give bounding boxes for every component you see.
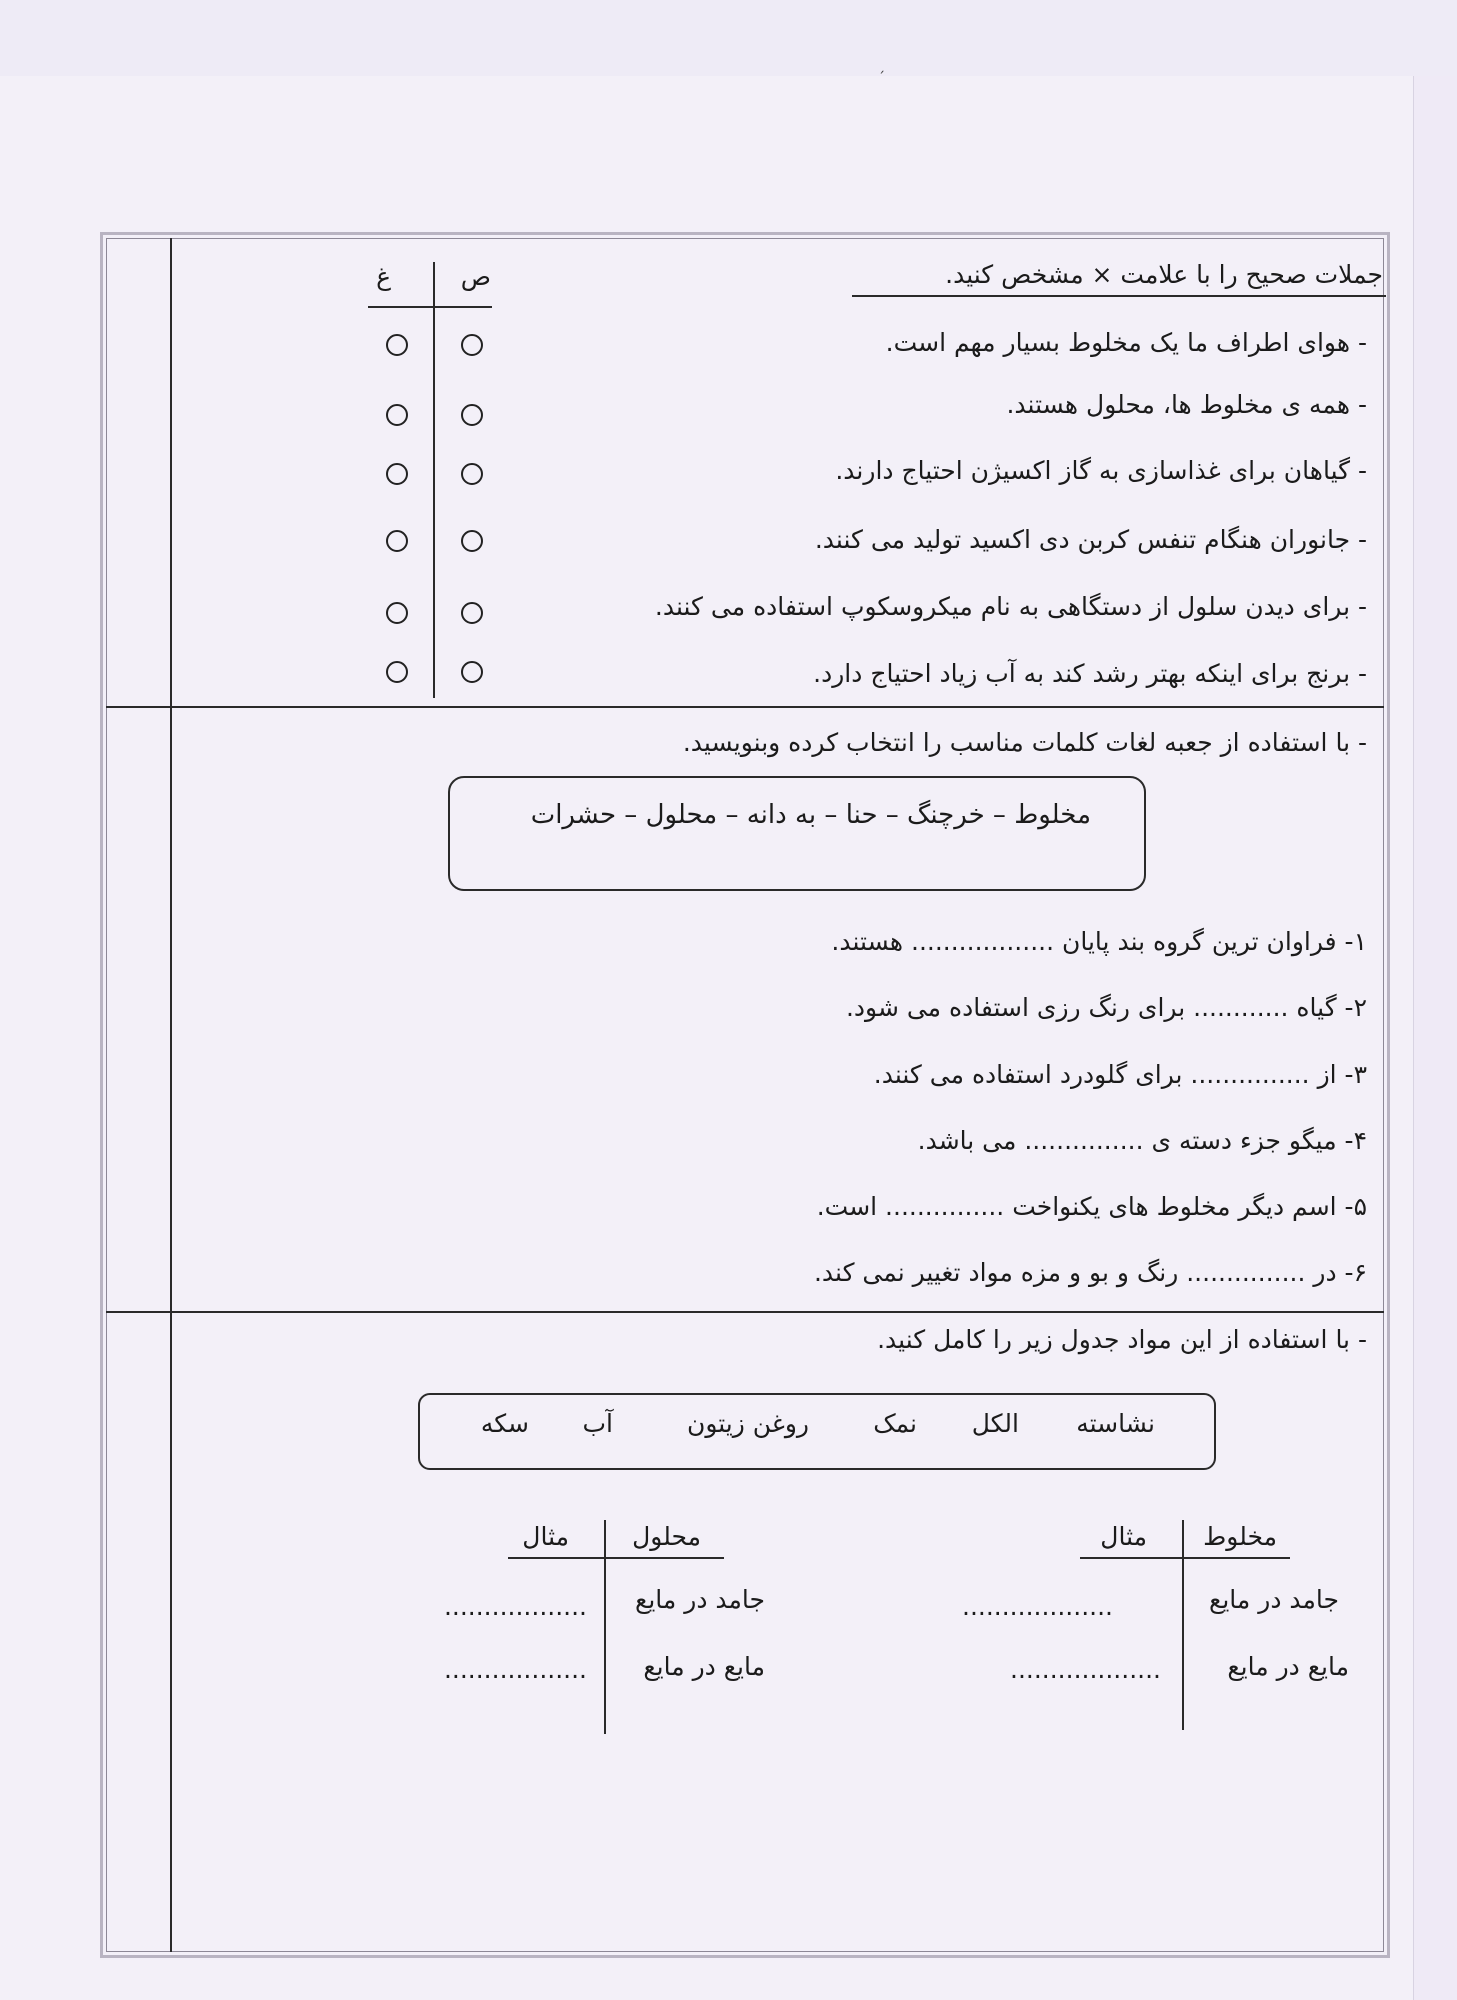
section-divider-1 <box>106 706 1384 708</box>
correct-radio-4[interactable] <box>461 530 483 552</box>
solution-row-liquid-in-liquid: مایع در مایع <box>643 1652 765 1681</box>
wrong-radio-4[interactable] <box>386 530 408 552</box>
answer-column-divider <box>433 262 435 698</box>
correct-radio-1[interactable] <box>461 334 483 356</box>
word-box <box>448 776 1146 891</box>
mixture-table-header: مخلوط <box>1203 1522 1277 1551</box>
fill-item-6: ۶- در ............... رنگ و بو و مزه مواد تغییر نمی کند. <box>813 1258 1367 1287</box>
mixture-column-divider <box>1182 1520 1184 1730</box>
instruction-underline <box>852 295 1386 297</box>
material-coin: سکه <box>480 1409 529 1438</box>
statement-3: - گیاهان برای غذاسازی به گاز اکسیژن احتیاج دارند. <box>835 456 1367 485</box>
material-starch: نشاسته <box>1076 1409 1155 1438</box>
wrong-radio-3[interactable] <box>386 463 408 485</box>
wrong-radio-5[interactable] <box>386 602 408 624</box>
answer-header-line <box>368 306 492 308</box>
column-header-correct: ص <box>460 262 491 291</box>
fill-item-5: ۵- اسم دیگر مخلوط های یکنواخت ............... است. <box>816 1192 1367 1221</box>
material-olive-oil: روغن زیتون <box>686 1409 809 1438</box>
statement-2: - همه ی مخلوط ها، محلول هستند. <box>1006 390 1367 419</box>
wrong-radio-6[interactable] <box>386 661 408 683</box>
correct-radio-6[interactable] <box>461 661 483 683</box>
page-frame-inner <box>106 238 1384 1952</box>
section3-instruction: - با استفاده از این مواد جدول زیر را کامل کنید. <box>877 1325 1367 1354</box>
statement-4: - جانوران هنگام تنفس کربن دی اکسید تولید می کنند. <box>814 525 1367 554</box>
statement-6: - برنج برای اینکه بهتر رشد کند به آب زیاد احتیاج دارد. <box>813 659 1367 688</box>
fill-item-3: ۳- از ............... برای گلودرد استفاده می کنند. <box>873 1060 1367 1089</box>
solution-blank-2: .................. <box>443 1655 587 1684</box>
solution-table-header: محلول <box>632 1522 701 1551</box>
mixture-blank-1: ................... <box>962 1592 1113 1621</box>
material-alcohol: الکل <box>971 1409 1019 1438</box>
stray-mark: ˏ <box>878 58 885 74</box>
material-water: آب <box>582 1409 613 1438</box>
mixture-row-solid-in-liquid: جامد در مایع <box>1209 1585 1339 1614</box>
solution-blank-1: .................. <box>443 1592 587 1621</box>
mixture-blank-2: ................... <box>1010 1655 1161 1684</box>
correct-radio-5[interactable] <box>461 602 483 624</box>
section-divider-2 <box>106 1311 1384 1313</box>
statement-5: - برای دیدن سلول از دستگاهی به نام میکروسکوپ استفاده می کنند. <box>654 592 1367 621</box>
mixture-row-liquid-in-liquid: مایع در مایع <box>1227 1652 1349 1681</box>
wrong-radio-1[interactable] <box>386 334 408 356</box>
section2-instruction: - با استفاده از جعبه لغات کلمات مناسب را انتخاب کرده وبنویسید. <box>682 728 1367 757</box>
correct-radio-2[interactable] <box>461 404 483 426</box>
wrong-radio-2[interactable] <box>386 404 408 426</box>
mixture-example-header: مثال <box>1100 1522 1147 1551</box>
solution-row-solid-in-liquid: جامد در مایع <box>635 1585 765 1614</box>
section1-instruction: جملات صحیح را با علامت × مشخص کنید. <box>945 260 1383 289</box>
fill-item-2: ۲- گیاه ............ برای رنگ رزی استفاده می شود. <box>845 993 1367 1022</box>
scanner-top-strip <box>0 0 1457 76</box>
fill-item-4: ۴- میگو جزء دسته ی ............... می باشد. <box>917 1126 1367 1155</box>
solution-header-line <box>508 1557 724 1559</box>
word-box-text: مخلوط – خرچنگ – حنا – به دانه – محلول – حشرات <box>530 800 1091 830</box>
correct-radio-3[interactable] <box>461 463 483 485</box>
margin-line <box>170 238 172 1952</box>
solution-column-divider <box>604 1520 606 1734</box>
fill-item-1: ۱- فراوان ترین گروه بند پایان .................. هستند. <box>831 927 1367 956</box>
material-salt: نمک <box>873 1409 917 1438</box>
statement-1: - هوای اطراف ما یک مخلوط بسیار مهم است. <box>885 328 1367 357</box>
mixture-header-line <box>1080 1557 1290 1559</box>
column-header-wrong: غ <box>376 262 391 291</box>
solution-example-header: مثال <box>522 1522 569 1551</box>
